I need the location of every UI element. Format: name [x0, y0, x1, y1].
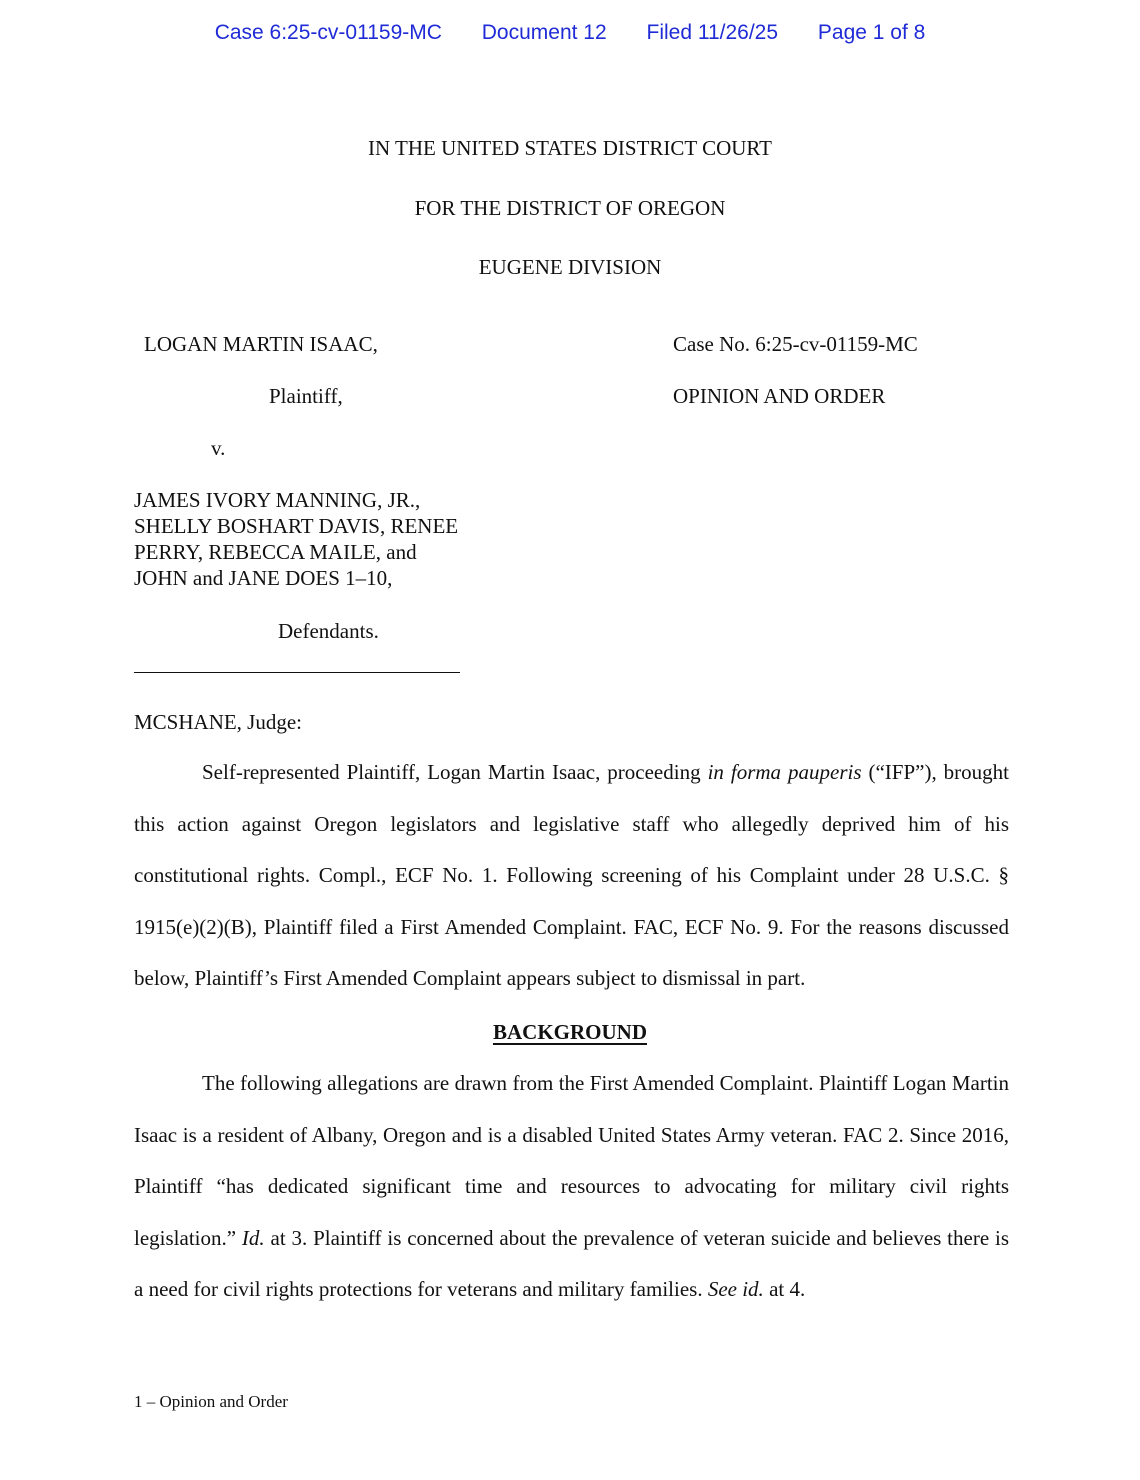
citation-see-id: See id. — [707, 1277, 764, 1302]
plaintiff-name: LOGAN MARTIN ISAAC, — [144, 332, 378, 356]
stamp-filed-date: Filed 11/26/25 — [646, 21, 779, 44]
versus: v. — [211, 436, 226, 460]
document-title: OPINION AND ORDER — [673, 384, 886, 408]
defendants-list — [134, 487, 458, 591]
background-text-b: at 3. Plaintiff is concerned about the prevalence of veteran suicide and believes there is a need for civil rights protections for veterans and military families. — [134, 1225, 1009, 1302]
defendant-line: JAMES IVORY MANNING, JR., — [134, 488, 421, 512]
court-division: EUGENE DIVISION — [478, 255, 662, 279]
defendant-line: PERRY, REBECCA MAILE, and — [134, 540, 417, 564]
intro-paragraph — [134, 747, 1009, 1005]
intro-text-a: Self-represented Plaintiff, Logan Martin Isaac, proceeding — [202, 760, 708, 784]
defendant-line: SHELLY BOSHART DAVIS, RENEE — [134, 514, 459, 538]
citation-id: Id. — [241, 1225, 265, 1250]
court-district: FOR THE DISTRICT OF OREGON — [414, 196, 726, 220]
background-text-a: The following allegations are drawn from the First Amended Complaint. Plaintiff Logan Martin Isaac is a resident of Albany, Oregon and is a disabled United States Army veteran. FAC 2. Since 2016, Plaintiff “has dedicated significant time and resources to advocating for military civil rights legislation.” — [134, 1071, 1009, 1250]
stamp-document-number: Document 12 — [481, 21, 607, 44]
judge-line: MCSHANE, Judge: — [134, 710, 303, 734]
background-heading: BACKGROUND — [492, 1020, 647, 1044]
stamp-case-number: Case 6:25-cv-01159-MC — [214, 21, 442, 44]
intro-text-b: (“IFP”), brought this action against Oregon legislators and legislative staff who allegedly deprived him of his constitutional rights. Compl., ECF No. 1. Following screening of his Complaint under 28 U.S.C. § 1915(e)(2)(B), Plaintiff filed a First Amended Complaint. FAC, ECF No. 9. For the reasons discussed below, Plaintiff’s First Amended Complaint appears subject to dismissal in part. — [134, 760, 1010, 991]
page-footer: 1 – Opinion and Order — [134, 1392, 288, 1411]
stamp-page-count: Page 1 of 8 — [817, 21, 926, 44]
intro-italic-ifp: in forma pauperis — [707, 760, 862, 784]
caption-divider — [134, 672, 460, 673]
plaintiff-role: Plaintiff, — [269, 384, 343, 408]
case-number: Case No. 6:25-cv-01159-MC — [673, 332, 918, 356]
court-name: IN THE UNITED STATES DISTRICT COURT — [367, 136, 773, 160]
defendants-role: Defendants. — [278, 619, 379, 643]
defendant-line: JOHN and JANE DOES 1–10, — [134, 566, 393, 590]
background-paragraph — [134, 1058, 1009, 1316]
ecf-header-stamp — [0, 21, 1140, 45]
background-text-c: at 4. — [763, 1277, 806, 1302]
